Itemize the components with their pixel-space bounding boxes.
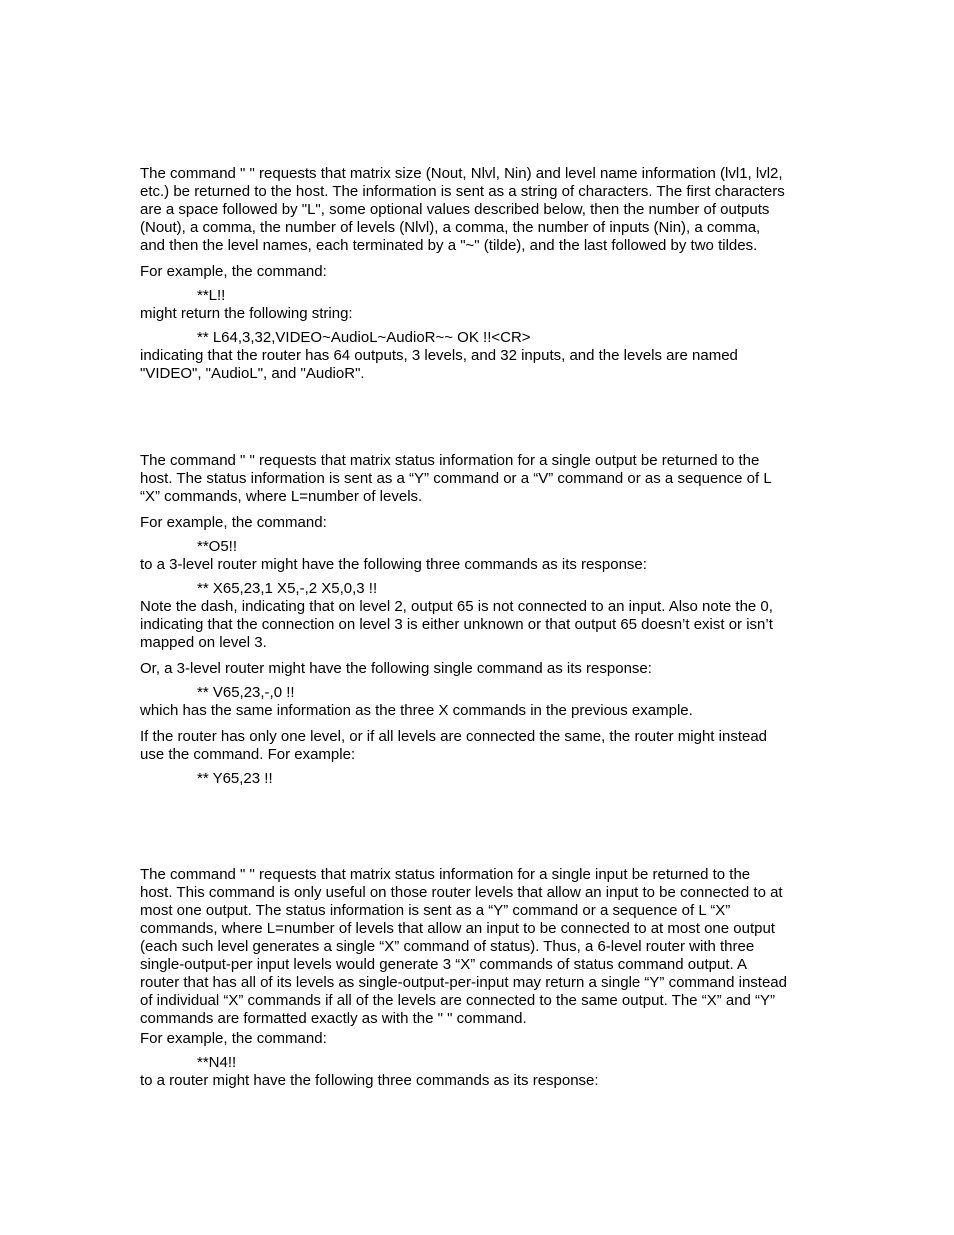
paragraph	[140, 598, 816, 652]
paragraph: which has the same information as the three X commands in the previous example.	[140, 702, 693, 719]
section-input-status	[140, 866, 816, 1090]
text-line: most one output. The status information is sent as a “Y” command or a sequence of L “X”	[140, 902, 731, 919]
text-line: The command " " requests that matrix size (Nout, Nlvl, Nin) and level name information (lvl1, lvl2,	[140, 165, 783, 182]
paragraph	[140, 866, 816, 1028]
section-output-status	[140, 452, 816, 788]
text-line: The command " " requests that matrix status information for a single input be returned to the	[140, 866, 751, 883]
text-line: Note the dash, indicating that on level 2, output 65 is not connected to an input. Also note the 0,	[140, 598, 773, 615]
text-line: router that has all of its levels as single-output-per-input may return a single “Y” command instead	[140, 974, 787, 991]
text-line: and then the level names, each terminated by a "~" (tilde), and the last followed by two tildes.	[140, 237, 758, 254]
command-example: ** V65,23,-,0 !!	[197, 684, 295, 701]
text-line: single-output-per input levels would generate 3 “X” commands of status command output. A	[140, 956, 747, 973]
text-line: The command " " requests that matrix status information for a single output be returned to the	[140, 452, 760, 469]
text-line: commands, where L=number of levels that allow an input to be connected to at most one output	[140, 920, 775, 937]
text-line: indicating that the connection on level 3 is either unknown or that output 65 doesn’t exist or isn’t	[140, 616, 773, 633]
paragraph: For example, the command:	[140, 1030, 327, 1047]
text-line: host. This command is only useful on those router levels that allow an input to be connected to at	[140, 884, 783, 901]
paragraph: might return the following string:	[140, 305, 353, 322]
text-line: “X” commands, where L=number of levels.	[140, 488, 423, 505]
paragraph	[140, 165, 816, 255]
paragraph: to a router might have the following three commands as its response:	[140, 1072, 599, 1089]
text-line: (each such level generates a single “X” command of status). Thus, a 6-level router with three	[140, 938, 755, 955]
command-example: **L!!	[197, 287, 226, 304]
command-example: ** X65,23,1 X5,-,2 X5,0,3 !!	[197, 580, 378, 597]
command-example: ** Y65,23 !!	[197, 770, 273, 787]
command-example: **O5!!	[197, 538, 238, 555]
paragraph: For example, the command:	[140, 514, 327, 531]
command-example: **N4!!	[197, 1054, 237, 1071]
text-line: If the router has only one level, or if all levels are connected the same, the router might instead	[140, 728, 768, 745]
text-line: are a space followed by "L", some optional values described below, then the number of outputs	[140, 201, 770, 218]
section-matrix-size	[140, 165, 816, 383]
text-line: "VIDEO", "AudioL", and "AudioR".	[140, 365, 365, 382]
paragraph	[140, 728, 816, 764]
text-line: (Nout), a comma, the number of levels (Nlvl), a comma, the number of inputs (Nin), a comma,	[140, 219, 761, 236]
paragraph: For example, the command:	[140, 263, 327, 280]
paragraph	[140, 452, 816, 506]
text-line: etc.) be returned to the host. The information is sent as a string of characters. The first characters	[140, 183, 785, 200]
text-line: use the command. For example:	[140, 746, 356, 763]
paragraph: Or, a 3-level router might have the following single command as its response:	[140, 660, 652, 677]
text-line: indicating that the router has 64 outputs, 3 levels, and 32 inputs, and the levels are named	[140, 347, 738, 364]
text-line: mapped on level 3.	[140, 634, 267, 651]
command-example: ** L64,3,32,VIDEO~AudioL~AudioR~~ OK !!<CR>	[197, 329, 531, 346]
paragraph	[140, 347, 816, 383]
paragraph: to a 3-level router might have the following three commands as its response:	[140, 556, 647, 573]
text-line: host. The status information is sent as a “Y” command or a “V” command or as a sequence of L	[140, 470, 772, 487]
text-line: commands are formatted exactly as with the " " command.	[140, 1010, 527, 1027]
text-line: of individual “X” commands if all of the levels are connected to the same output. The “X” and “Y”	[140, 992, 776, 1009]
